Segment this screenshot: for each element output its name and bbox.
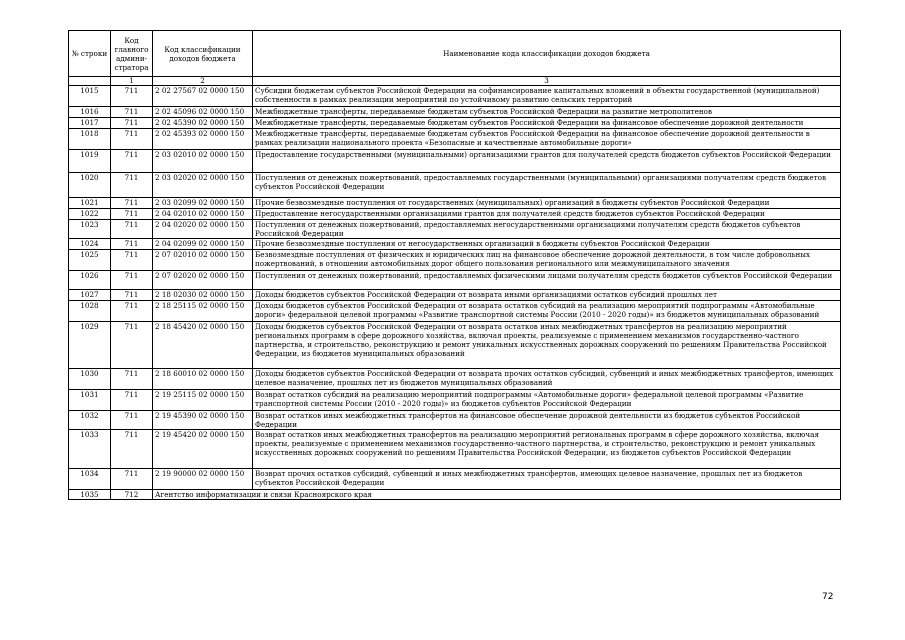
classification-code: 2 02 27567 02 0000 150 bbox=[153, 86, 253, 107]
classification-code: 2 04 02020 02 0000 150 bbox=[153, 220, 253, 239]
row-number: 1031 bbox=[69, 390, 111, 411]
admin-code: 711 bbox=[111, 150, 153, 173]
header-admin-code: Код главного админи- стратора bbox=[111, 31, 153, 77]
admin-code: 712 bbox=[111, 490, 153, 500]
admin-code: 711 bbox=[111, 129, 153, 150]
admin-code: 711 bbox=[111, 250, 153, 271]
classification-name: Поступления от денежных пожертвований, предоставляемых негосударственными организациями получателям средств бюджетов субъектов Российской Федерации bbox=[253, 220, 841, 239]
table-row bbox=[69, 411, 841, 430]
header-classification-name: Наименование кода классификации доходов бюджета bbox=[253, 31, 841, 77]
table-row bbox=[69, 469, 841, 490]
row-number: 1018 bbox=[69, 129, 111, 150]
table-row bbox=[69, 271, 841, 290]
table-header-row bbox=[69, 31, 841, 77]
row-number: 1033 bbox=[69, 430, 111, 469]
row-number: 1032 bbox=[69, 411, 111, 430]
admin-code: 711 bbox=[111, 107, 153, 118]
classification-code: 2 02 45393 02 0000 150 bbox=[153, 129, 253, 150]
classification-code: 2 02 45390 02 0000 150 bbox=[153, 118, 253, 129]
row-number: 1016 bbox=[69, 107, 111, 118]
classification-code: 2 04 02010 02 0000 150 bbox=[153, 209, 253, 220]
page-number: 72 bbox=[822, 592, 834, 602]
admin-code: 711 bbox=[111, 118, 153, 129]
table-row bbox=[69, 173, 841, 198]
admin-code: 711 bbox=[111, 209, 153, 220]
classification-code: 2 03 02010 02 0000 150 bbox=[153, 150, 253, 173]
classification-code: 2 04 02099 02 0000 150 bbox=[153, 239, 253, 250]
row-number: 1023 bbox=[69, 220, 111, 239]
row-number: 1029 bbox=[69, 322, 111, 369]
table-row bbox=[69, 290, 841, 301]
column-index: 1 bbox=[111, 77, 153, 86]
classification-code: 2 18 02030 02 0000 150 bbox=[153, 290, 253, 301]
admin-code: 711 bbox=[111, 220, 153, 239]
admin-code: 711 bbox=[111, 86, 153, 107]
classification-code: 2 18 25115 02 0000 150 bbox=[153, 301, 253, 322]
row-number: 1019 bbox=[69, 150, 111, 173]
admin-code: 711 bbox=[111, 430, 153, 469]
row-number: 1015 bbox=[69, 86, 111, 107]
classification-code: 2 18 60010 02 0000 150 bbox=[153, 369, 253, 390]
classification-name: Доходы бюджетов субъектов Российской Федерации от возврата остатков иных межбюджетных трансфертов на реализацию мероприятий региональных программ в сфере дорожного хозяйства, включая проекты, реализуемые с применением механизмов государственно-частного партнерства, и строительство, реконструкцию и ремонт уникальных искусственных дорожных сооружений по решениям Правительства Российской Федерации, из бюджетов муниципальных образований bbox=[253, 322, 841, 369]
table-row bbox=[69, 250, 841, 271]
administrator-name: Агентство информатизации и связи Красноярского края bbox=[153, 490, 841, 500]
admin-code: 711 bbox=[111, 469, 153, 490]
row-number: 1021 bbox=[69, 198, 111, 209]
classification-name: Субсидии бюджетам субъектов Российской Федерации на софинансирование капитальных вложений в объекты государственной (муниципальной) собственности в рамках реализации мероприятий по устойчивому развитию сельских территорий bbox=[253, 86, 841, 107]
classification-code: 2 19 45420 02 0000 150 bbox=[153, 430, 253, 469]
classification-name: Прочие безвозмездные поступления от государственных (муниципальных) организаций в бюджеты субъектов Российской Федерации bbox=[253, 198, 841, 209]
admin-code: 711 bbox=[111, 239, 153, 250]
classification-name: Поступления от денежных пожертвований, предоставляемых государственными (муниципальными) организациями получателям средств бюджетов субъектов Российской Федерации bbox=[253, 173, 841, 198]
table-row bbox=[69, 430, 841, 469]
admin-code: 711 bbox=[111, 173, 153, 198]
row-number: 1028 bbox=[69, 301, 111, 322]
column-index: 2 bbox=[153, 77, 253, 86]
table-row bbox=[69, 150, 841, 173]
classification-code: 2 03 02020 02 0000 150 bbox=[153, 173, 253, 198]
table-row bbox=[69, 86, 841, 107]
admin-code: 711 bbox=[111, 271, 153, 290]
classification-code: 2 19 45390 02 0000 150 bbox=[153, 411, 253, 430]
classification-name: Межбюджетные трансферты, передаваемые бюджетам субъектов Российской Федерации на финансовое обеспечение дорожной деятельности в рамках реализации национального проекта «Безопасные и качественные автомобильные дороги» bbox=[253, 129, 841, 150]
classification-name: Межбюджетные трансферты, передаваемые бюджетам субъектов Российской Федерации на финансовое обеспечение дорожной деятельности bbox=[253, 118, 841, 129]
row-number: 1017 bbox=[69, 118, 111, 129]
table-row bbox=[69, 198, 841, 209]
admin-code: 711 bbox=[111, 411, 153, 430]
table-row-1035 bbox=[69, 490, 841, 500]
classification-name: Возврат остатков субсидий на реализацию мероприятий подпрограммы «Автомобильные дороги» федеральной целевой программы «Развитие транспортной системы России (2010 - 2020 годы)» из бюджетов субъектов Российской Федерации bbox=[253, 390, 841, 411]
row-number: 1022 bbox=[69, 209, 111, 220]
table-row bbox=[69, 322, 841, 369]
classification-name: Доходы бюджетов субъектов Российской Федерации от возврата прочих остатков субсидий, субвенций и иных межбюджетных трансфертов, имеющих целевое назначение, прошлых лет из бюджетов муниципальных образований bbox=[253, 369, 841, 390]
table-row bbox=[69, 239, 841, 250]
table-row bbox=[69, 220, 841, 239]
classification-name: Межбюджетные трансферты, передаваемые бюджетам субъектов Российской Федерации на развитие метрополитенов bbox=[253, 107, 841, 118]
classification-name: Доходы бюджетов субъектов Российской Федерации от возврата остатков субсидий на реализацию мероприятий подпрограммы «Автомобильные дороги» федеральной целевой программы «Развитие транспортной системы России (2010 - 2020 годы)» из бюджетов муниципальных образований bbox=[253, 301, 841, 322]
admin-code: 711 bbox=[111, 369, 153, 390]
budget-classification-table bbox=[68, 30, 841, 500]
table-row bbox=[69, 301, 841, 322]
classification-name: Предоставление негосударственными организациями грантов для получателей средств бюджетов субъектов Российской Федерации bbox=[253, 209, 841, 220]
classification-code: 2 07 02020 02 0000 150 bbox=[153, 271, 253, 290]
row-number: 1035 bbox=[69, 490, 111, 500]
header-row-number: № строки bbox=[69, 31, 111, 77]
table-row bbox=[69, 118, 841, 129]
classification-code: 2 18 45420 02 0000 150 bbox=[153, 322, 253, 369]
table-row bbox=[69, 369, 841, 390]
table-row bbox=[69, 107, 841, 118]
column-index: 3 bbox=[253, 77, 841, 86]
classification-code: 2 07 02010 02 0000 150 bbox=[153, 250, 253, 271]
admin-code: 711 bbox=[111, 322, 153, 369]
column-index bbox=[69, 77, 111, 86]
row-number: 1025 bbox=[69, 250, 111, 271]
classification-code: 2 19 25115 02 0000 150 bbox=[153, 390, 253, 411]
classification-name: Доходы бюджетов субъектов Российской Федерации от возврата иными организациями остатков субсидий прошлых лет bbox=[253, 290, 841, 301]
column-index-row bbox=[69, 77, 841, 86]
classification-code: 2 02 45096 02 0000 150 bbox=[153, 107, 253, 118]
classification-name: Прочие безвозмездные поступления от негосударственных организаций в бюджеты субъектов Российской Федерации bbox=[253, 239, 841, 250]
admin-code: 711 bbox=[111, 198, 153, 209]
table-row bbox=[69, 209, 841, 220]
row-number: 1024 bbox=[69, 239, 111, 250]
row-number: 1020 bbox=[69, 173, 111, 198]
admin-code: 711 bbox=[111, 390, 153, 411]
classification-name: Возврат остатков иных межбюджетных трансфертов на финансовое обеспечение дорожной деятельности из бюджетов субъектов Российской Федерации bbox=[253, 411, 841, 430]
admin-code: 711 bbox=[111, 301, 153, 322]
row-number: 1034 bbox=[69, 469, 111, 490]
classification-code: 2 19 90000 02 0000 150 bbox=[153, 469, 253, 490]
header-classification-code: Код классификации доходов бюджета bbox=[153, 31, 253, 77]
table-row bbox=[69, 129, 841, 150]
table-row bbox=[69, 390, 841, 411]
classification-name: Возврат остатков иных межбюджетных трансфертов на реализацию мероприятий региональных программ в сфере дорожного хозяйства, включая проекты, реализуемые с применением механизмов государственно-частного партнерства, и строительство, реконструкцию и ремонт уникальных искусственных дорожных сооружений по решениям Правительства Российской Федерации, из бюджетов субъектов Российской Федерации bbox=[253, 430, 841, 469]
row-number: 1030 bbox=[69, 369, 111, 390]
row-number: 1027 bbox=[69, 290, 111, 301]
classification-name: Безвозмездные поступления от физических и юридических лиц на финансовое обеспечение дорожной деятельности, в том числе добровольных пожертвований, в отношении автомобильных дорог общего пользования регионального или межмуниципального значения bbox=[253, 250, 841, 271]
row-number: 1026 bbox=[69, 271, 111, 290]
classification-name: Предоставление государственными (муниципальными) организациями грантов для получателей средств бюджетов субъектов Российской Федерации bbox=[253, 150, 841, 173]
admin-code: 711 bbox=[111, 290, 153, 301]
classification-name: Возврат прочих остатков субсидий, субвенций и иных межбюджетных трансфертов, имеющих целевое назначение, прошлых лет из бюджетов субъектов Российской Федерации bbox=[253, 469, 841, 490]
classification-name: Поступления от денежных пожертвований, предоставляемых физическими лицами получателям средств бюджетов субъектов Российской Федерации bbox=[253, 271, 841, 290]
classification-code: 2 03 02099 02 0000 150 bbox=[153, 198, 253, 209]
